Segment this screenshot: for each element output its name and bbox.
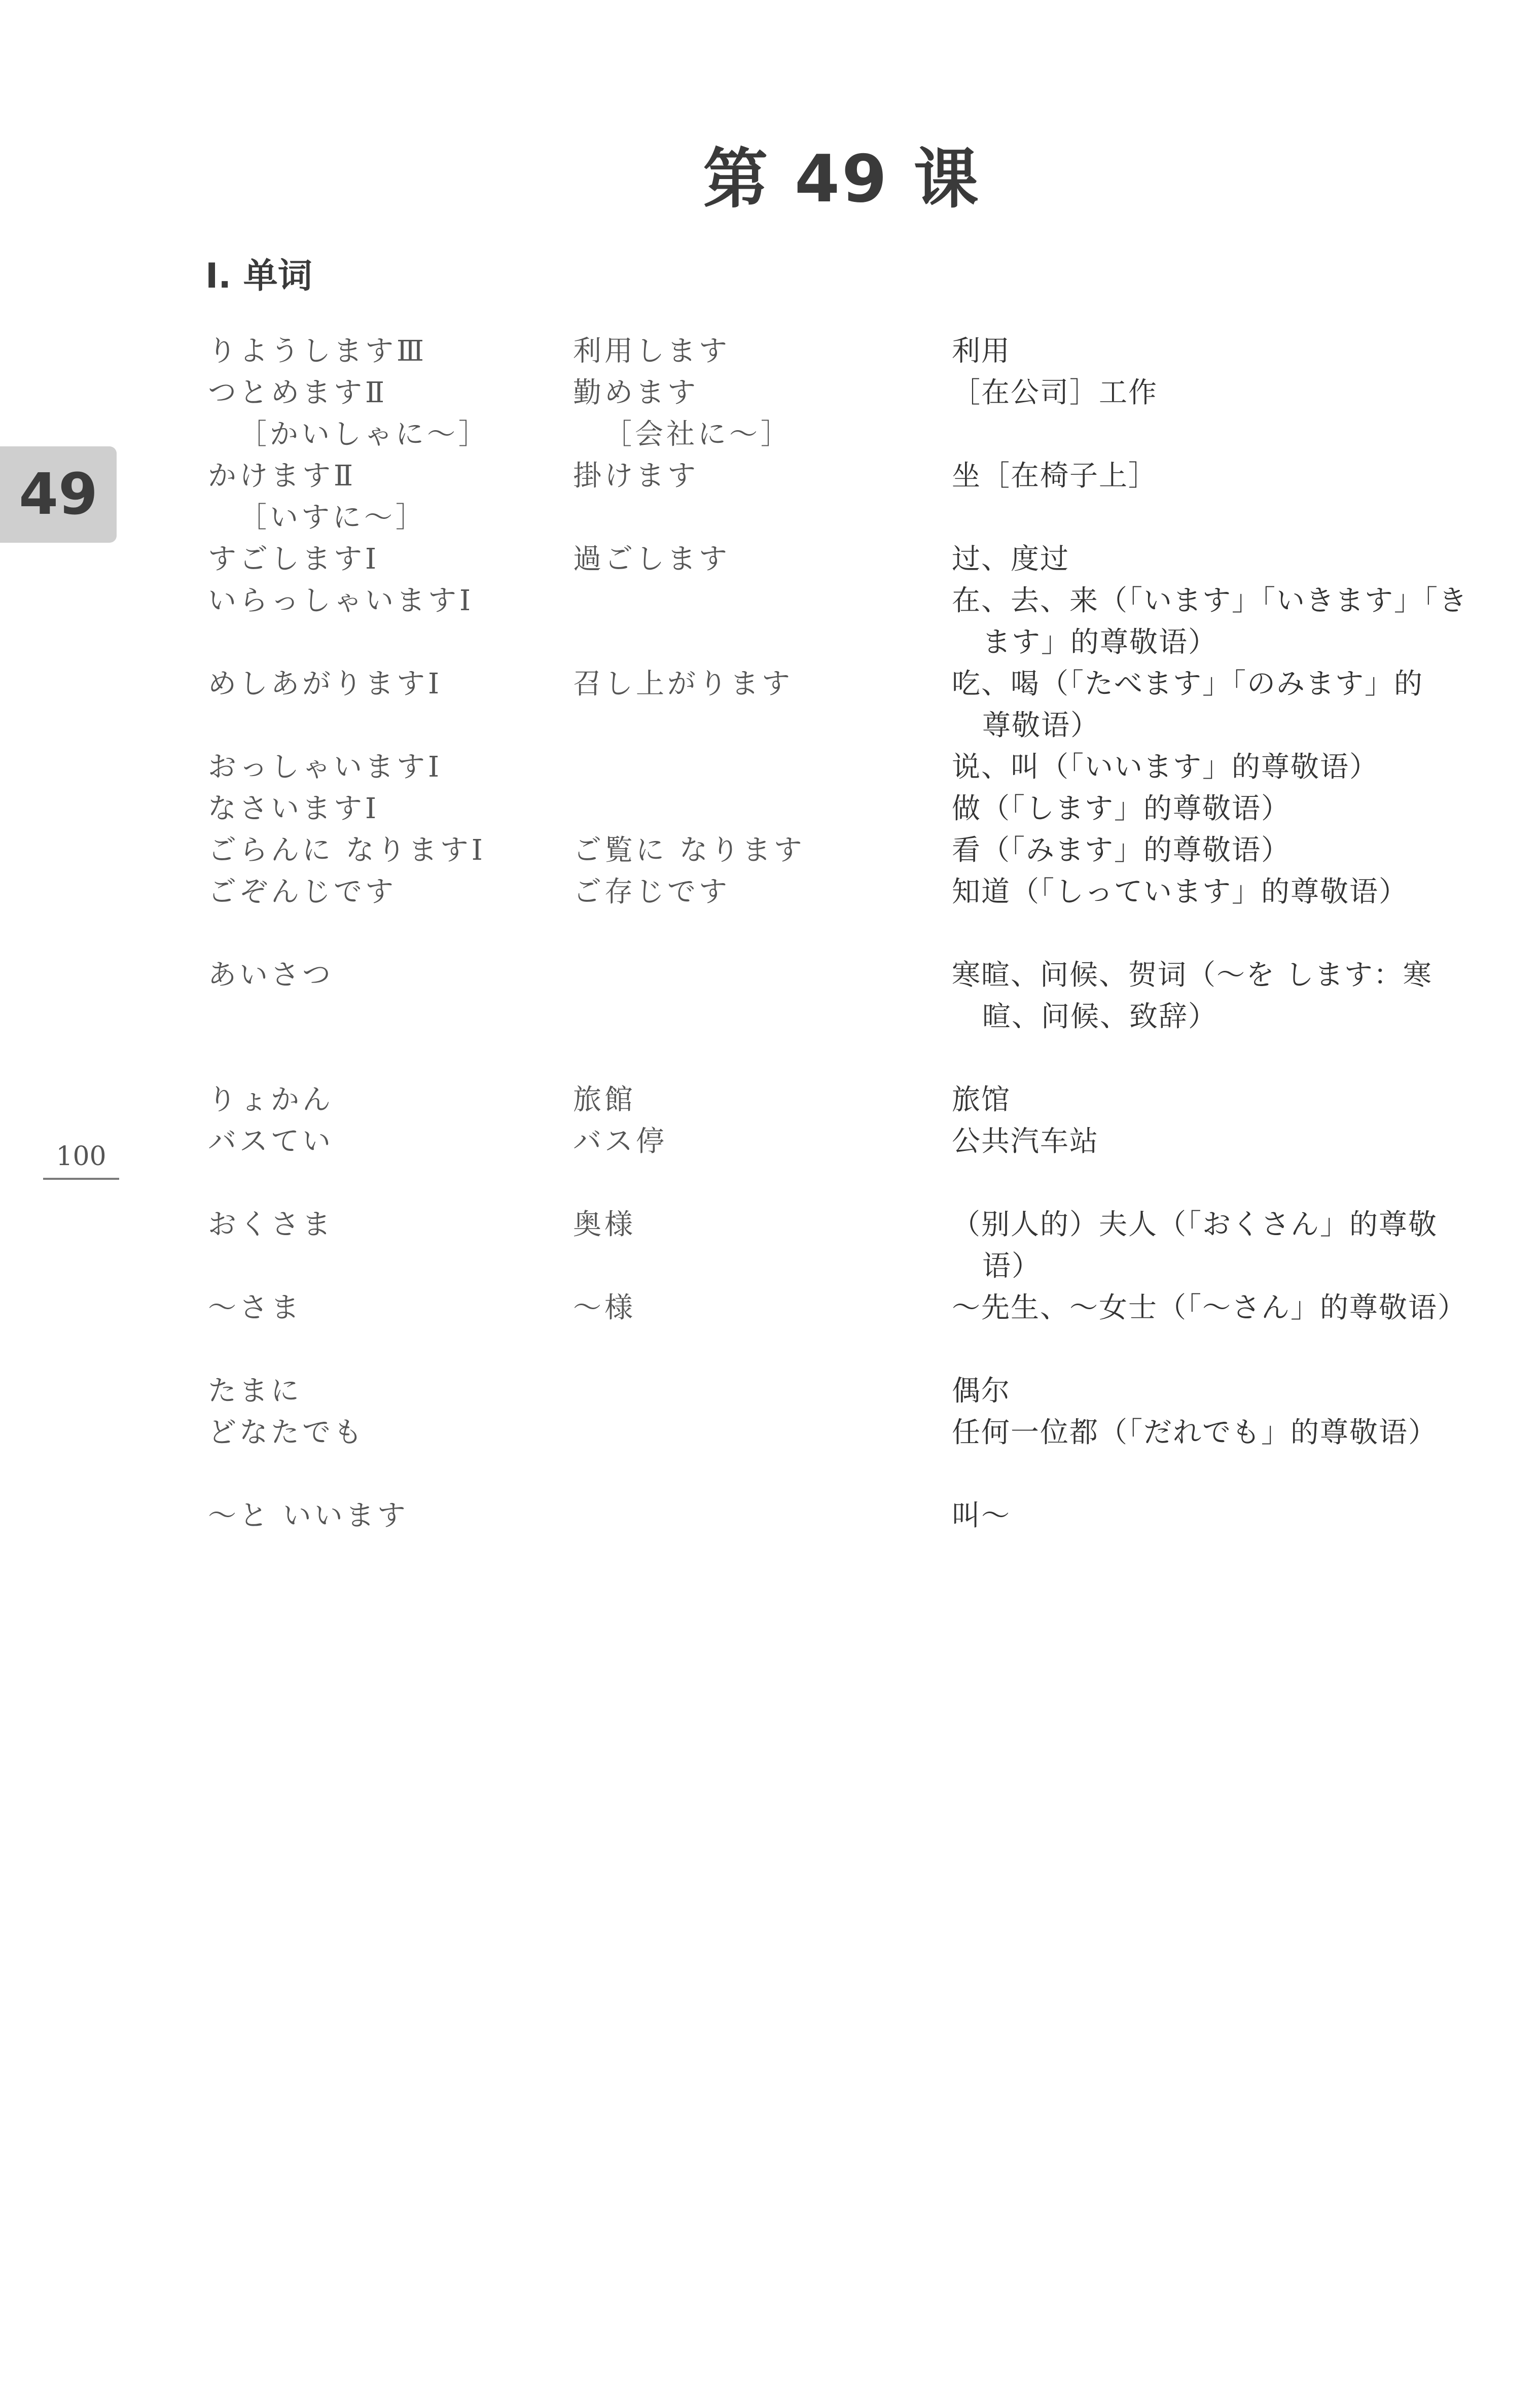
vocab-row [208,1495,1486,1537]
vocab-row-continuation [208,622,1486,663]
vocab-row [208,788,1486,830]
vocab-kana: ～さま [208,1291,302,1324]
vocab-kana: どなたでも [208,1416,365,1449]
vocab-meaning: ます」的尊敬语） [982,626,1217,659]
vocab-kana [208,622,573,663]
vocab-kana: なさいますⅠ [208,792,380,825]
vocab-meaning: 暄、问候、致辞） [982,1000,1217,1033]
vocab-meaning: 叫～ [952,1499,1011,1532]
vocab-row [208,1287,1486,1329]
vocab-meaning: 寒暄、问候、贺词（～を します：寒 [952,959,1432,992]
vocab-kanji: ～様 [573,1291,636,1324]
vocabulary-list [208,331,1486,1537]
vocab-row [208,331,1486,372]
vocab-kana: つとめますⅡ [208,376,388,409]
vocab-kanji: 勤めます [573,376,699,409]
vocab-kana: めしあがりますⅠ [208,668,443,700]
vocab-kanji [573,580,941,622]
vocab-meaning: 知道（「しっています」的尊敬语） [952,875,1408,908]
vocab-row [208,1079,1486,1121]
vocab-kanji: ［会社に～］ [603,418,792,451]
vocab-kanji [573,1495,941,1537]
vocab-kanji: 過ごします [573,543,730,576]
row-spacer [208,1163,1486,1204]
vocab-kana: おっしゃいますⅠ [208,751,443,784]
vocab-meaning [941,497,1486,539]
vocab-row [208,663,1486,705]
row-spacer [208,1454,1486,1495]
vocab-kanji [573,955,941,996]
vocab-row [208,455,1486,497]
vocab-kanji [573,747,941,788]
vocab-row [208,580,1486,622]
vocab-row [208,372,1486,414]
vocab-kanji [573,705,941,747]
vocab-kana: いらっしゃいますⅠ [208,584,474,617]
vocab-kana: たまに [208,1375,302,1408]
vocab-kanji [573,1412,941,1454]
vocab-kana: おくさま [208,1208,334,1241]
vocab-kanji: 旅館 [573,1083,636,1116]
vocab-kanji: 奥様 [573,1208,636,1241]
vocab-meaning: 利用 [952,335,1011,368]
vocab-row-note [208,414,1486,455]
vocab-meaning: ［在公司］工作 [952,376,1158,409]
vocab-kanji: 利用します [573,335,730,368]
vocab-kanji: ご存じです [573,875,730,908]
vocab-meaning: 旅馆 [952,1083,1011,1116]
vocab-kana: ごぞんじです [208,875,397,908]
vocab-kanji: 掛けます [573,460,699,493]
vocab-kana: ごらんに なりますⅠ [208,834,486,867]
vocab-meaning: 语） [982,1250,1041,1283]
vocab-kana: りようしますⅢ [208,335,427,368]
vocab-meaning: ～先生、～女士（「～さん」的尊敬语） [952,1291,1467,1324]
vocab-row [208,747,1486,788]
section-heading: I. 单词 [205,256,312,296]
vocab-kanji: バス停 [573,1125,667,1158]
vocab-meaning: 坐［在椅子上］ [952,460,1158,493]
vocab-meaning [941,414,1486,455]
vocab-kanji [573,1371,941,1412]
vocab-kanji: ご覧に なります [573,834,805,867]
lesson-title: 第 49 课 [703,142,981,217]
vocab-row-continuation [208,996,1486,1038]
page-number: 100 [43,1141,119,1180]
lesson-side-tab: 49 [0,446,117,543]
vocab-kana: かけますⅡ [208,460,356,493]
vocab-kana: ［いすに～］ [238,501,427,534]
vocab-row [208,539,1486,580]
vocab-row [208,1121,1486,1163]
row-spacer [208,1038,1486,1079]
vocab-kana [208,1246,573,1287]
vocab-meaning: 过、度过 [952,543,1069,576]
vocab-meaning: 尊敬语） [982,709,1100,742]
vocab-meaning: 说、叫（「いいます」的尊敬语） [952,751,1379,784]
vocab-meaning: 偶尔 [952,1375,1011,1408]
vocab-meaning: 在、去、来（「います」「いきます」「き [952,584,1468,617]
vocab-kana: あいさつ [208,959,334,992]
vocab-kana [208,996,573,1038]
vocab-meaning: 公共汽车站 [952,1125,1099,1158]
vocab-kana: バスてい [208,1125,334,1158]
vocab-meaning: 任何一位都（「だれでも」的尊敬语） [952,1416,1438,1449]
vocab-meaning: 看（「みます」的尊敬语） [952,834,1291,867]
vocab-meaning: 做（「します」的尊敬语） [952,792,1291,825]
vocab-row [208,1204,1486,1246]
vocab-meaning: （别人的）夫人（「おくさん」的尊敬 [952,1208,1438,1241]
vocab-kanji [573,497,941,539]
vocab-row [208,1371,1486,1412]
vocab-meaning: 吃、喝（「たべます」「のみます」的 [952,668,1423,700]
vocab-kanji: 召し上がります [573,668,793,700]
vocab-kana: すごしますⅠ [208,543,380,576]
vocab-kanji [573,1246,941,1287]
vocab-kanji [573,788,941,830]
vocab-row-continuation [208,1246,1486,1287]
vocab-row [208,955,1486,996]
row-spacer [208,913,1486,955]
vocab-kanji [573,996,941,1038]
vocab-kana: ～と いいます [208,1499,409,1532]
vocab-row-note [208,497,1486,539]
row-spacer [208,1329,1486,1371]
vocab-row [208,871,1486,913]
vocab-kana: ［かいしゃに～］ [238,418,490,451]
vocab-kana: りょかん [208,1083,334,1116]
vocab-row [208,1412,1486,1454]
vocab-kanji [573,622,941,663]
vocab-row-continuation [208,705,1486,747]
vocab-kana [208,705,573,747]
vocab-row [208,830,1486,871]
